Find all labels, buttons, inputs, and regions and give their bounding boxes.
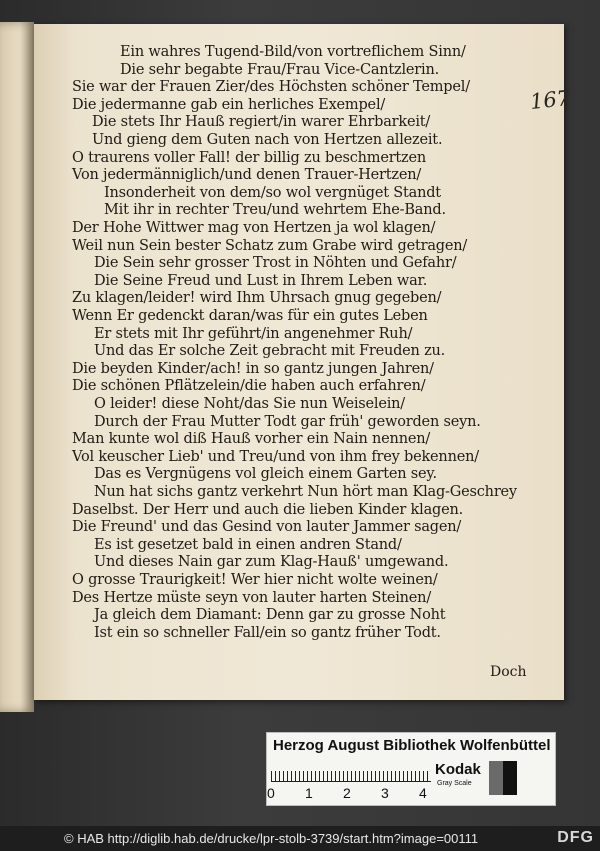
poem-line: Es ist gesetzet bald in einen andren Stand/	[94, 536, 402, 553]
black-swatch	[503, 761, 517, 795]
poem-line: Die stets Ihr Hauß regiert/in warer Ehrbarkeit/	[92, 114, 431, 131]
poem-line: Ist ein so schneller Fall/ein so gantz früher Todt.	[94, 624, 441, 641]
poem-line: Mit ihr in rechter Treu/und wehrtem Ehe-Band.	[104, 202, 446, 219]
left-page-edge	[0, 22, 34, 712]
dfg-logo: DFG	[557, 829, 594, 846]
footer-credit-link[interactable]: © HAB http://diglib.hab.de/drucke/lpr-stolb-3739/start.htm?image=00111	[64, 831, 479, 846]
poem-line: Der Hohe Wittwer mag von Hertzen ja wol klagen/	[72, 220, 436, 236]
poem-line: Und dieses Nain gar zum Klag-Hauß' umgewand.	[94, 554, 449, 571]
archive-label	[266, 732, 556, 806]
poem-line: Von jedermänniglich/und denen Trauer-Hertzen/	[72, 167, 422, 184]
gray-scale-label: Gray Scale	[437, 780, 472, 787]
poem-line: Zu klagen/leider! wird Ihm Uhrsach gnug gegeben/	[72, 290, 442, 307]
document-page	[34, 24, 572, 700]
library-title: Herzog August Bibliothek Wolfenbüttel	[273, 737, 551, 754]
ruler-number: 4	[419, 785, 427, 801]
poem-line: Vol keuscher Lieb' und Treu/und von ihm frey bekennen/	[72, 448, 479, 465]
poem-line: Insonderheit von dem/so wol vergnüget Standt	[104, 184, 441, 201]
poem-line: Des Hertze müste seyn von lauter harten Steinen/	[72, 589, 432, 606]
catchword: Doch	[490, 664, 527, 680]
poem-line: Nun hat sichs gantz verkehrt Nun hört man Klag-Geschrey	[94, 484, 517, 500]
poem-line: Die beyden Kinder/ach! in so gantz jungen Jahren/	[72, 360, 434, 377]
footer-bar	[0, 826, 600, 851]
folio-number: 167	[528, 85, 572, 115]
poem-line: Durch der Frau Mutter Todt gar früh' geworden seyn.	[94, 413, 481, 430]
ruler-number: 1	[305, 785, 313, 801]
poem-line: Die jedermanne gab ein herliches Exempel/	[72, 96, 386, 113]
poem-line: O leider! diese Noht/das Sie nun Weiselein/	[94, 396, 405, 412]
scale-ruler	[271, 761, 431, 782]
poem-line: Er stets mit Ihr geführt/in angenehmer Ruh/	[94, 325, 413, 342]
poem-line: Die Freund' und das Gesind von lauter Jammer sagen/	[72, 519, 462, 536]
poem-line: Sie war der Frauen Zier/des Höchsten schöner Tempel/	[72, 79, 470, 96]
poem-line: Ein wahres Tugend-Bild/von vortreflichem Sinn/	[120, 44, 466, 60]
gray-swatch	[489, 761, 503, 795]
poem-line: Und gieng dem Guten nach von Hertzen allezeit.	[92, 132, 443, 148]
poem-line: Das es Vergnügens vol gleich einem Garten sey.	[94, 466, 437, 483]
poem-line: Daselbst. Der Herr und auch die lieben Kinder klagen.	[72, 501, 464, 518]
poem-line: Und das Er solche Zeit gebracht mit Freuden zu.	[94, 343, 446, 360]
ruler-number: 2	[343, 785, 351, 801]
poem-line: O traurens voller Fall! der billig zu beschmertzen	[72, 149, 427, 166]
poem-line: Die sehr begabte Frau/Frau Vice-Cantzlerin.	[120, 61, 440, 78]
poem-line: Man kunte wol diß Hauß vorher ein Nain nennen/	[72, 431, 431, 448]
poem-line: O grosse Traurigkeit! Wer hier nicht wolte weinen/	[72, 572, 438, 588]
poem-line: Wenn Er gedenckt daran/was für ein gutes Leben	[72, 308, 428, 324]
ruler-number: 3	[381, 785, 389, 801]
poem-line: Die schönen Pflätzelein/die haben auch erfahren/	[72, 378, 426, 395]
ruler-number: 0	[267, 785, 275, 801]
poem-line: Weil nun Sein bester Schatz zum Grabe wird getragen/	[72, 237, 468, 254]
poem-line: Ja gleich dem Diamant: Denn gar zu grosse Noht	[94, 607, 446, 624]
poem-line: Die Seine Freud und Lust in Ihrem Leben war.	[94, 272, 428, 289]
kodak-logo: Kodak	[435, 761, 481, 778]
poem-line: Die Sein sehr grosser Trost in Nöhten und Gefahr/	[94, 255, 457, 272]
